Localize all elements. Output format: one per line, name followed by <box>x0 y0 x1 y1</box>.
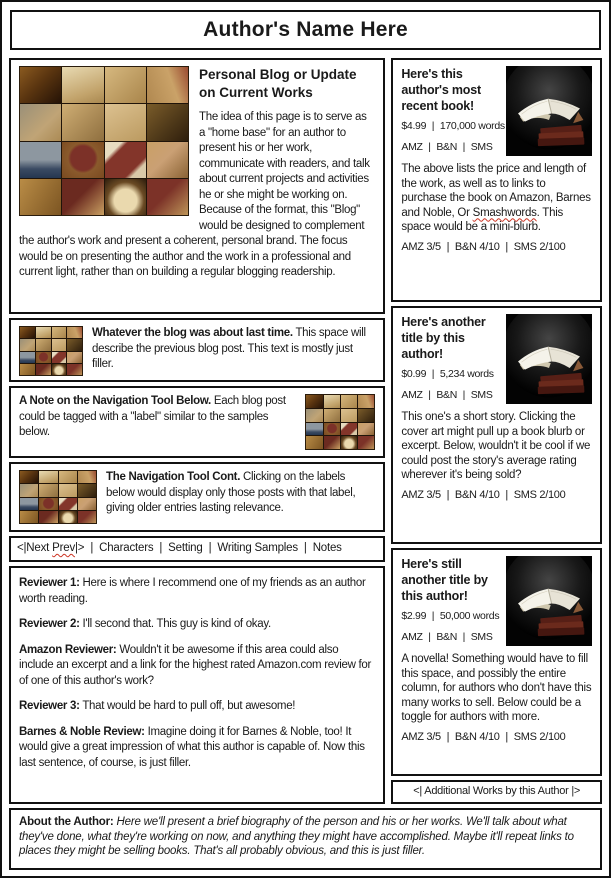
book-length: 5,234 words <box>439 368 494 380</box>
collage-cell <box>147 104 188 140</box>
book-card-third <box>391 548 602 776</box>
content-area <box>9 58 602 804</box>
collage-cell <box>105 67 146 103</box>
rating-separator: | <box>505 240 508 253</box>
rating-separator: | <box>446 488 450 501</box>
collage-cell <box>358 395 374 408</box>
collage-cell <box>52 364 67 375</box>
navigation-note <box>9 386 385 458</box>
store-separator: | <box>428 141 431 153</box>
book-cover-image[interactable] <box>506 556 592 646</box>
book-cover-image[interactable] <box>506 314 592 404</box>
rating-separator: | <box>505 488 508 501</box>
book-price: $4.99 <box>401 120 427 132</box>
collage-cell <box>52 352 67 363</box>
collage-cell <box>59 484 77 496</box>
collage-cell <box>324 395 340 408</box>
review-text: Wouldn't it be awesome if this area could also include an excerpt and a link for the highest rated Amazon.com review for of one of this author's work? <box>19 643 372 687</box>
rating-separator: | <box>505 730 508 743</box>
review-text: I'll second that. This guy is kind of okay. <box>82 618 271 630</box>
store-separator: | <box>428 631 431 643</box>
book-cover-image[interactable] <box>506 66 592 156</box>
collage-cell <box>36 352 51 363</box>
review-label: Reviewer 2: <box>19 618 80 630</box>
collage-cell <box>20 179 61 215</box>
collage-cell <box>20 142 61 178</box>
smashwords-link[interactable]: SMS <box>470 389 493 401</box>
review-item <box>19 699 375 715</box>
about-author-text: Here we'll present a brief biography of the person and his or her works. We'll talk about what they've done, what they're working on now, and anything they might have accomplished. Maybe it'll repeat links to places they might be selling books. That's all probably obvious, and this is just filler. <box>19 816 574 857</box>
book-card-second <box>391 306 602 544</box>
collage-cell <box>147 179 188 215</box>
collage-cell <box>39 484 57 496</box>
collage-cell <box>306 423 322 436</box>
collage-cell <box>20 364 35 375</box>
collage-cell <box>67 327 82 338</box>
meta-separator: | <box>431 368 435 380</box>
collage-cell <box>306 409 322 422</box>
meta-separator: | <box>431 120 435 132</box>
rating-separator: | <box>446 240 450 253</box>
collage-cell <box>105 104 146 140</box>
nav-label-writing-samples[interactable]: Writing Samples <box>217 542 298 554</box>
review-label: Amazon Reviewer: <box>19 643 117 656</box>
book-blurb <box>401 162 592 235</box>
collage-cell <box>20 498 38 510</box>
bookbinding-collage-image <box>19 66 189 216</box>
additional-works-toggle[interactable]: <| Additional Works by this Author |> <box>391 780 602 804</box>
nav-prev-label: Prev <box>52 542 76 554</box>
collage-cell <box>324 409 340 422</box>
collage-cell <box>341 436 357 449</box>
collage-cell <box>341 409 357 422</box>
store-separator: | <box>462 389 466 401</box>
review-item <box>19 576 375 607</box>
main-column <box>9 58 385 804</box>
review-item <box>19 725 375 772</box>
collage-cell <box>39 471 57 483</box>
book-price: $0.99 <box>401 368 427 380</box>
collage-cell <box>36 327 51 338</box>
collage-cell <box>20 339 35 350</box>
previous-post-heading: Whatever the blog was about last time. <box>92 327 293 339</box>
collage-cell <box>36 339 51 350</box>
collage-cell <box>341 395 357 408</box>
collage-cell <box>36 364 51 375</box>
book-ratings <box>401 489 592 501</box>
collage-cell <box>147 67 188 103</box>
navigation-cont-heading: The Navigation Tool Cont. <box>106 471 241 483</box>
collage-cell <box>358 436 374 449</box>
smashwords-link[interactable]: SMS <box>470 631 493 643</box>
review-label: Barnes & Noble Review: <box>19 725 145 738</box>
store-separator: | <box>462 141 466 153</box>
book-blurb-text: . This space would be a mini-blurb. <box>401 206 564 233</box>
amazon-link[interactable]: AMZ <box>401 631 423 643</box>
barnes-noble-rating-link[interactable]: B&N 4/10 <box>454 730 500 743</box>
navigation-cont-body: Clicking on the labels below would display only those posts with that label, giving older entries lasting relevance. <box>106 471 356 514</box>
smashwords-rating-link[interactable]: SMS 2/100 <box>513 240 566 253</box>
collage-cell <box>62 179 103 215</box>
collage-cell <box>78 484 96 496</box>
bookbinding-collage-image <box>19 470 97 524</box>
smashwords-rating-link[interactable]: SMS 2/100 <box>513 488 566 501</box>
page-title: Author's Name Here <box>10 10 601 50</box>
collage-cell <box>78 498 96 510</box>
amazon-rating-link[interactable]: AMZ 3/5 <box>401 240 441 253</box>
amazon-rating-link[interactable]: AMZ 3/5 <box>401 488 441 501</box>
nav-label-characters[interactable]: Characters <box>99 542 154 554</box>
collage-cell <box>67 364 82 375</box>
store-separator: | <box>428 389 431 401</box>
review-item <box>19 617 375 633</box>
collage-cell <box>324 423 340 436</box>
collage-cell <box>78 471 96 483</box>
book-blurb: A novella! Something would have to fill this space, and possibly the entire column, for authors who don't have this many works to sell. Below could be a toggle for authors with more. <box>401 653 592 723</box>
collage-cell <box>20 352 35 363</box>
review-text: Imagine doing it for Barnes & Noble, too! It would give a great impression of what this author is capable of. Now this last sentence, of course, is just filler. <box>19 725 365 769</box>
collage-cell <box>20 471 38 483</box>
book-ratings <box>401 731 592 743</box>
nav-label-setting[interactable]: Setting <box>168 542 203 554</box>
book-blurb: This one's a short story. Clicking the cover art might pull up a book blurb or excerpt. Below, wouldn't it be cool if we could post the story's average rating wherever it's being sold? <box>401 411 591 481</box>
blog-post-current <box>9 58 385 314</box>
review-label: Reviewer 1: <box>19 577 80 589</box>
nav-separator: | <box>159 542 163 554</box>
review-label: Reviewer 3: <box>19 700 80 712</box>
collage-cell <box>62 67 103 103</box>
collage-cell <box>306 436 322 449</box>
collage-cell <box>59 498 77 510</box>
nav-separator: | <box>90 542 94 554</box>
store-separator: | <box>462 631 466 643</box>
collage-cell <box>59 511 77 523</box>
collage-cell <box>147 142 188 178</box>
bookbinding-collage-image <box>19 326 83 376</box>
collage-cell <box>67 352 82 363</box>
collage-cell <box>39 498 57 510</box>
collage-cell <box>20 67 61 103</box>
barnes-noble-rating-link[interactable]: B&N 4/10 <box>454 488 500 501</box>
blog-post-previous <box>9 318 385 382</box>
nav-label-notes[interactable]: Notes <box>312 542 342 554</box>
book-price: $2.99 <box>401 610 427 622</box>
meta-separator: | <box>431 610 435 622</box>
collage-cell <box>20 327 35 338</box>
collage-cell <box>105 179 146 215</box>
collage-cell <box>52 327 67 338</box>
book-card-heading: Here's another title by this author! <box>401 315 486 361</box>
about-author-section <box>9 808 602 870</box>
collage-cell <box>105 142 146 178</box>
nav-prev-close: |> <box>75 542 85 554</box>
blog-post-body: The idea of this page is to serve as a "home base" for an author to present his or her work, communicate with readers, and talk about current projects and activities he or she might be working on. Because of the format, this "Blog" would be designed to complement the author's work and present a coherent, personal brand. The focus would be on presenting the author and the work in a professional and current light, rather than on building a regular blogging readership. <box>19 111 370 278</box>
bookbinding-collage-image <box>305 394 375 450</box>
collage-cell <box>78 511 96 523</box>
reviews-section <box>9 566 385 804</box>
blog-post-heading: Personal Blog or Update on Current Works <box>199 67 357 100</box>
navigation-note-heading: A Note on the Navigation Tool Below. <box>19 395 211 407</box>
barnes-noble-link[interactable]: B&N <box>436 389 458 401</box>
collage-cell <box>20 484 38 496</box>
previous-post-body: This space will describe the previous blog post. This text is mostly just filler. <box>92 327 366 370</box>
book-blurb-misspelled-word: Smashwords <box>472 206 537 219</box>
book-blurb-text: The above lists the price and length of the work, as well as to links to purchase the book on Amazon, Barnes and Noble, Or <box>401 163 591 219</box>
amazon-link[interactable]: AMZ <box>401 389 423 401</box>
barnes-noble-link[interactable]: B&N <box>436 631 458 643</box>
collage-cell <box>67 339 82 350</box>
rating-separator: | <box>446 730 450 743</box>
collage-cell <box>306 395 322 408</box>
about-author-label: About the Author: <box>19 816 114 828</box>
navigation-note-body: Each blog post could be tagged with a "label" similar to the samples below. <box>19 395 286 438</box>
barnes-noble-rating-link[interactable]: B&N 4/10 <box>454 240 500 253</box>
book-card-heading: Here's this author's most recent book! <box>401 67 481 113</box>
nav-next-link[interactable]: <|Next <box>17 542 50 554</box>
books-sidebar <box>391 58 602 804</box>
barnes-noble-link[interactable]: B&N <box>436 141 458 153</box>
collage-cell <box>62 104 103 140</box>
book-length: 50,000 words <box>439 610 500 622</box>
smashwords-rating-link[interactable]: SMS 2/100 <box>513 730 566 743</box>
book-card-heading: Here's still another title by this author! <box>401 557 488 603</box>
navigation-note-continued <box>9 462 385 532</box>
smashwords-link[interactable]: SMS <box>470 141 493 153</box>
nav-separator: | <box>208 542 212 554</box>
book-ratings <box>401 241 592 253</box>
book-card-recent <box>391 58 602 302</box>
book-length: 170,000 words <box>439 120 505 132</box>
collage-cell <box>39 511 57 523</box>
collage-cell <box>358 423 374 436</box>
collage-cell <box>324 436 340 449</box>
amazon-link[interactable]: AMZ <box>401 141 423 153</box>
collage-cell <box>52 339 67 350</box>
collage-cell <box>62 142 103 178</box>
post-label-navigation <box>9 536 385 562</box>
collage-cell <box>20 104 61 140</box>
review-item <box>19 643 375 690</box>
amazon-rating-link[interactable]: AMZ 3/5 <box>401 730 441 743</box>
collage-cell <box>341 423 357 436</box>
review-text: That would be hard to pull off, but awesome! <box>82 700 296 712</box>
review-text: Here is where I recommend one of my friends as an author worth reading. <box>19 577 366 605</box>
nav-prev-link[interactable] <box>52 542 84 554</box>
collage-cell <box>20 511 38 523</box>
collage-cell <box>358 409 374 422</box>
nav-separator: | <box>303 542 307 554</box>
collage-cell <box>59 471 77 483</box>
